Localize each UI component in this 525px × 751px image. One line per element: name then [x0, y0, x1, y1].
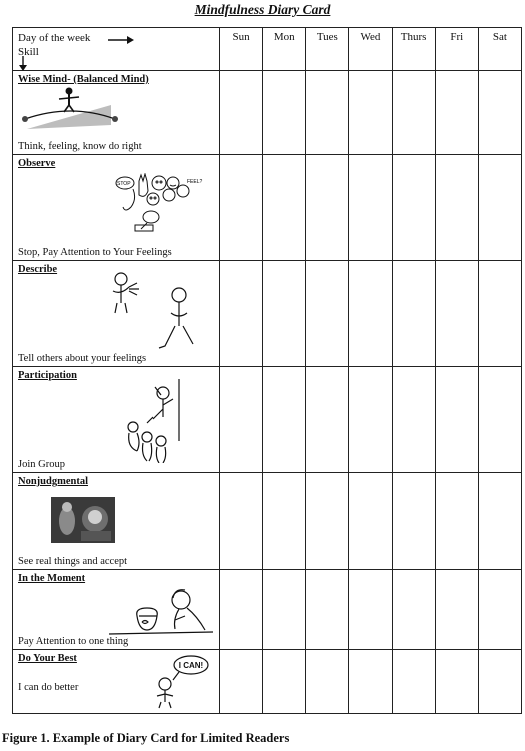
day-cell[interactable]: [478, 570, 521, 650]
day-cell[interactable]: [435, 71, 478, 155]
skill-description: Think, feeling, know do right: [18, 141, 142, 152]
day-cell[interactable]: [392, 367, 435, 473]
day-cell[interactable]: [263, 570, 306, 650]
people-talking-icon: [105, 269, 205, 357]
header-row: [13, 28, 522, 71]
day-cell[interactable]: [478, 71, 521, 155]
table-row: [13, 261, 522, 367]
skill-cell-do-your-best: [13, 650, 220, 714]
skill-cell-describe: [13, 261, 220, 367]
day-cell[interactable]: [392, 155, 435, 261]
day-cell[interactable]: [435, 650, 478, 714]
day-cell[interactable]: [349, 261, 392, 367]
skill-name: Nonjudgmental: [18, 476, 89, 487]
day-cell[interactable]: [435, 155, 478, 261]
day-cell[interactable]: [306, 155, 349, 261]
skill-label: Skill: [18, 46, 39, 58]
skill-description: Pay Attention to one thing: [18, 636, 129, 647]
day-header-fri: Fri: [435, 28, 478, 71]
day-cell[interactable]: [306, 570, 349, 650]
skill-description: See real things and accept: [18, 556, 128, 567]
day-cell[interactable]: [349, 570, 392, 650]
skill-name: Do Your Best: [18, 653, 77, 664]
svg-text:STOP: STOP: [117, 181, 131, 187]
svg-text:FEEL?: FEEL?: [187, 179, 203, 185]
i-can-speech-icon: [147, 654, 211, 710]
day-header-thurs: Thurs: [392, 28, 435, 71]
skill-name: Participation: [18, 370, 77, 381]
day-cell[interactable]: [220, 473, 263, 570]
day-header-wed: Wed: [349, 28, 392, 71]
day-header-sat: Sat: [478, 28, 521, 71]
day-cell[interactable]: [220, 155, 263, 261]
skill-cell-participation: [13, 367, 220, 473]
day-cell[interactable]: [478, 261, 521, 367]
day-cell[interactable]: [392, 71, 435, 155]
skill-cell-wise-mind: [13, 71, 220, 155]
day-cell[interactable]: [263, 155, 306, 261]
table-row: [13, 155, 522, 261]
skill-name: In the Moment: [18, 573, 86, 584]
day-cell[interactable]: [306, 367, 349, 473]
figure-caption: Figure 1. Example of Diary Card for Limited Readers: [2, 731, 290, 745]
day-cell[interactable]: [349, 650, 392, 714]
skill-name: Observe: [18, 158, 56, 169]
skill-name: Describe: [18, 264, 58, 275]
feelings-faces-icon: [113, 173, 205, 237]
day-cell[interactable]: [263, 473, 306, 570]
day-cell[interactable]: [306, 473, 349, 570]
table-row: [13, 570, 522, 650]
day-cell[interactable]: [263, 367, 306, 473]
page-title: Mindfulness Diary Card: [194, 2, 331, 17]
day-cell[interactable]: [306, 261, 349, 367]
day-cell[interactable]: [349, 367, 392, 473]
day-cell[interactable]: [220, 570, 263, 650]
day-cell[interactable]: [349, 473, 392, 570]
speech-bubble-text: I CAN!: [178, 661, 204, 670]
day-cell[interactable]: [349, 71, 392, 155]
header-skill-cell: [13, 28, 220, 71]
day-cell[interactable]: [220, 71, 263, 155]
skill-description: Tell others about your feelings: [18, 353, 147, 364]
day-cell[interactable]: [349, 155, 392, 261]
day-cell[interactable]: [392, 650, 435, 714]
table-row: [13, 650, 522, 714]
skill-name: Wise Mind- (Balanced Mind): [18, 74, 149, 85]
day-cell[interactable]: [220, 650, 263, 714]
day-header-mon: Mon: [263, 28, 306, 71]
day-cell[interactable]: [220, 367, 263, 473]
day-cell[interactable]: [392, 261, 435, 367]
day-cell[interactable]: [263, 71, 306, 155]
day-cell[interactable]: [306, 71, 349, 155]
day-cell[interactable]: [478, 155, 521, 261]
day-cell[interactable]: [435, 570, 478, 650]
day-cell[interactable]: [392, 473, 435, 570]
skill-cell-nonjudgmental: [13, 473, 220, 570]
day-cell[interactable]: [263, 650, 306, 714]
group-joining-icon: [123, 377, 195, 463]
table-row: [13, 367, 522, 473]
day-header-sun: Sun: [220, 28, 263, 71]
tightrope-walker-icon: [21, 85, 121, 139]
day-cell[interactable]: [435, 367, 478, 473]
skill-description: Stop, Pay Attention to Your Feelings: [18, 247, 172, 258]
day-cell[interactable]: [220, 261, 263, 367]
person-watching-fishbowl-icon: [109, 586, 213, 636]
day-cell[interactable]: [263, 261, 306, 367]
day-header-tues: Tues: [306, 28, 349, 71]
diary-table: [12, 27, 522, 714]
day-cell[interactable]: [306, 650, 349, 714]
day-of-week-label: Day of the week: [18, 32, 91, 44]
photo-icon: [51, 497, 115, 543]
skill-cell-observe: [13, 155, 220, 261]
right-arrow-icon: [107, 35, 135, 45]
day-cell[interactable]: [435, 261, 478, 367]
day-cell[interactable]: [435, 473, 478, 570]
skill-description: I can do better: [18, 682, 79, 693]
skill-cell-in-the-moment: [13, 570, 220, 650]
day-cell[interactable]: [478, 367, 521, 473]
table-row: [13, 71, 522, 155]
day-cell[interactable]: [392, 570, 435, 650]
skill-description: Join Group: [18, 459, 65, 470]
table-row: [13, 473, 522, 570]
day-cell[interactable]: [478, 650, 521, 714]
day-cell[interactable]: [478, 473, 521, 570]
